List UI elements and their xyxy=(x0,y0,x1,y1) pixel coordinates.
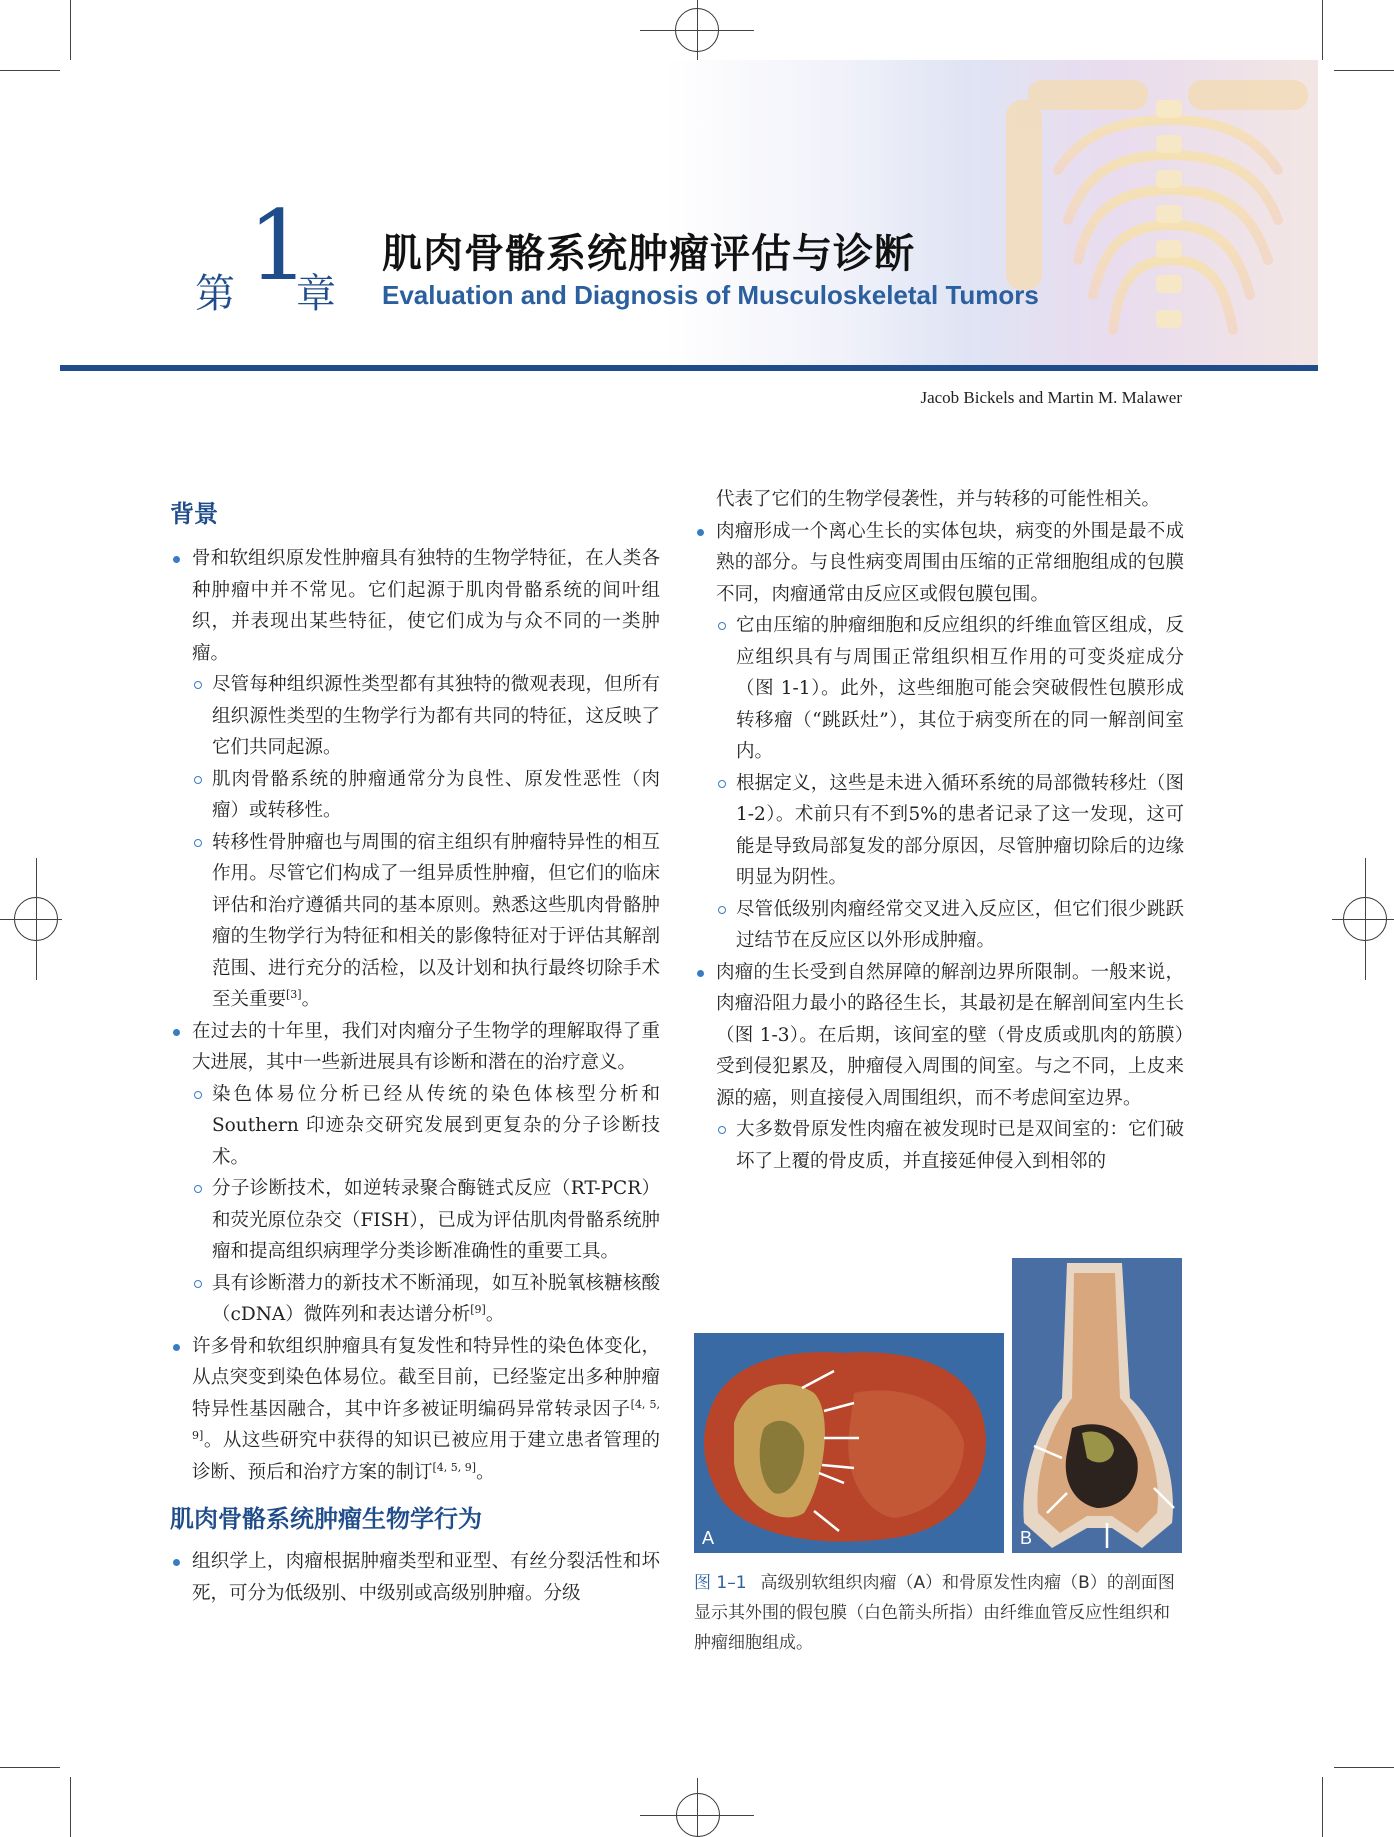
figure-label-a: A xyxy=(702,1528,715,1548)
registration-mark xyxy=(1365,858,1366,980)
right-column xyxy=(694,484,1184,1177)
sub-bullet: 尽管低级别肉瘤经常交叉进入反应区，但它们很少跳跃过结节在反应区以外形成肿瘤。 xyxy=(694,894,1184,957)
sub-bullet-text: 转移性骨肿瘤也与周围的宿主组织有肿瘤特异性的相互作用。尽管它们构成了一组异质性肿瘤，但它们的临床评估和治疗遵循共同的基本原则。熟悉这些肌肉骨骼肿瘤的生物学行为特征和相关的影像特征对于评估其解剖范围、进行充分的活检，以及计划和执行最终切除手术至关重要 xyxy=(212,831,660,1010)
crop-mark xyxy=(0,1767,60,1768)
citation: [4, 5, 9] xyxy=(432,1460,477,1474)
crop-mark xyxy=(1334,1767,1394,1768)
crop-mark xyxy=(1322,1777,1323,1837)
crop-mark xyxy=(1334,70,1394,71)
header-rule xyxy=(60,365,1318,371)
section-heading-biology: 肌肉骨骼系统肿瘤生物学行为 xyxy=(170,1505,482,1533)
sub-bullet xyxy=(170,1268,660,1331)
crop-mark xyxy=(70,0,71,60)
citation: [3] xyxy=(286,987,302,1001)
bullet-text: 。从这些研究中获得的知识已被应用于建立患者管理的诊断、预后和治疗方案的制订 xyxy=(192,1430,660,1483)
citation: [4, 5, 9] xyxy=(192,1397,660,1442)
figure-caption xyxy=(694,1568,1184,1658)
sub-bullet: 肌肉骨骼系统的肿瘤通常分为良性、原发性恶性（肉瘤）或转移性。 xyxy=(170,764,660,827)
crop-mark xyxy=(1322,0,1323,60)
crop-mark xyxy=(0,70,60,71)
section-heading-background: 背景 xyxy=(170,500,218,528)
left-column xyxy=(170,497,660,1609)
registration-mark xyxy=(1332,919,1394,920)
bullet-paragraph xyxy=(170,1331,660,1489)
sub-bullet: 大多数骨原发性肉瘤在被发现时已是双间室的：它们破坏了上覆的骨皮质，并直接延伸侵入到相邻的 xyxy=(694,1114,1184,1177)
chapter-suffix: 章 xyxy=(296,271,336,317)
figure-label-b: B xyxy=(1020,1528,1033,1548)
continued-text: 代表了它们的生物学侵袭性，并与转移的可能性相关。 xyxy=(716,489,1161,510)
punctuation: 。 xyxy=(476,1461,495,1483)
figure-number: 图 1–1 xyxy=(694,1573,747,1593)
figure-caption-text: 高级别软组织肉瘤（A）和骨原发性肉瘤（B）的剖面图显示其外围的假包膜（白色箭头所指）由纤维血管反应性组织和肿瘤细胞组成。 xyxy=(694,1573,1175,1653)
chapter-title-zh: 肌肉骨骼系统肿瘤评估与诊断 xyxy=(382,231,915,277)
bullet-paragraph: 肉瘤形成一个离心生长的实体包块，病变的外围是最不成熟的部分。与良性病变周围由压缩的正常细胞组成的包膜不同，肉瘤通常由反应区或假包膜包围。 xyxy=(694,516,1184,611)
bullet-paragraph: 骨和软组织原发性肿瘤具有独特的生物学特征，在人类各种肿瘤中并不常见。它们起源于肌肉骨骼系统的间叶组织，并表现出某些特征，使它们成为与众不同的一类肿瘤。 xyxy=(170,543,660,669)
citation: [9] xyxy=(470,1302,486,1316)
bullet-paragraph: 肉瘤的生长受到自然屏障的解剖边界所限制。一般来说，肉瘤沿阻力最小的路径生长，其最初是在解剖间室内生长（图 1-3）。在后期，该间室的壁（骨皮质或肌肉的筋膜）受到侵犯累及，肿瘤侵入周围的间室。与之不同，上皮来源的癌，则直接侵入周围组织，而不考虑间室边界。 xyxy=(694,957,1184,1115)
figure-photo-a xyxy=(694,1333,1004,1553)
soft-tissue-sarcoma-photo xyxy=(694,1333,1004,1553)
figure-photo-b xyxy=(1012,1258,1182,1553)
bone-sarcoma-photo xyxy=(1012,1258,1182,1553)
sub-bullet: 它由压缩的肿瘤细胞和反应组织的纤维血管区组成，反应组织具有与周围正常组织相互作用的可变炎症成分（图 1-1）。此外，这些细胞可能会突破假性包膜形成转移瘤（“跳跃灶”），其位于病变所在的同一解剖间室内。 xyxy=(694,610,1184,768)
sub-bullet: 染色体易位分析已经从传统的染色体核型分析和Southern 印迹杂交研究发展到更复杂的分子诊断技术。 xyxy=(170,1079,660,1174)
chapter-number: 1 xyxy=(248,190,310,302)
bullet-text: 许多骨和软组织肿瘤具有复发性和特异性的染色体变化，从点突变到染色体易位。截至目前，已经鉴定出多种肿瘤特异性基因融合，其中许多被证明编码异常转录因子 xyxy=(192,1335,660,1420)
sub-bullet xyxy=(170,827,660,1016)
registration-mark xyxy=(697,1778,698,1837)
registration-mark xyxy=(36,858,37,980)
registration-mark xyxy=(697,0,698,62)
sub-bullet-text: 具有诊断潜力的新技术不断涌现，如互补脱氧核糖核酸（cDNA）微阵列和表达谱分析 xyxy=(212,1272,660,1325)
crop-mark xyxy=(70,1777,71,1837)
sub-bullet: 尽管每种组织源性类型都有其独特的微观表现，但所有组织源性类型的生物学行为都有共同的特征，这反映了它们共同起源。 xyxy=(170,669,660,764)
chapter-title-en: Evaluation and Diagnosis of Musculoskeletal Tumors xyxy=(382,280,1039,310)
punctuation: 。 xyxy=(301,989,321,1010)
skeleton-illustration xyxy=(988,60,1318,365)
sub-bullet: 分子诊断技术，如逆转录聚合酶链式反应（RT-PCR）和荧光原位杂交（FISH），已成为评估肌肉骨骼系统肿瘤和提高组织病理学分类诊断准确性的重要工具。 xyxy=(170,1173,660,1268)
sub-bullet: 根据定义，这些是未进入循环系统的局部微转移灶（图1-2）。术前只有不到5%的患者记录了这一发现，这可能是导致局部复发的部分原因，尽管肿瘤切除后的边缘明显为阴性。 xyxy=(694,768,1184,894)
bullet-paragraph: 组织学上，肉瘤根据肿瘤类型和亚型、有丝分裂活性和坏死，可分为低级别、中级别或高级别肿瘤。分级 xyxy=(170,1546,660,1609)
punctuation: 。 xyxy=(485,1304,505,1325)
chapter-prefix: 第 xyxy=(195,271,235,317)
bullet-paragraph: 在过去的十年里，我们对肉瘤分子生物学的理解取得了重大进展，其中一些新进展具有诊断和潜在的治疗意义。 xyxy=(170,1016,660,1079)
registration-mark xyxy=(0,919,62,920)
authors: Jacob Bickels and Martin M. Malawer xyxy=(920,388,1182,407)
